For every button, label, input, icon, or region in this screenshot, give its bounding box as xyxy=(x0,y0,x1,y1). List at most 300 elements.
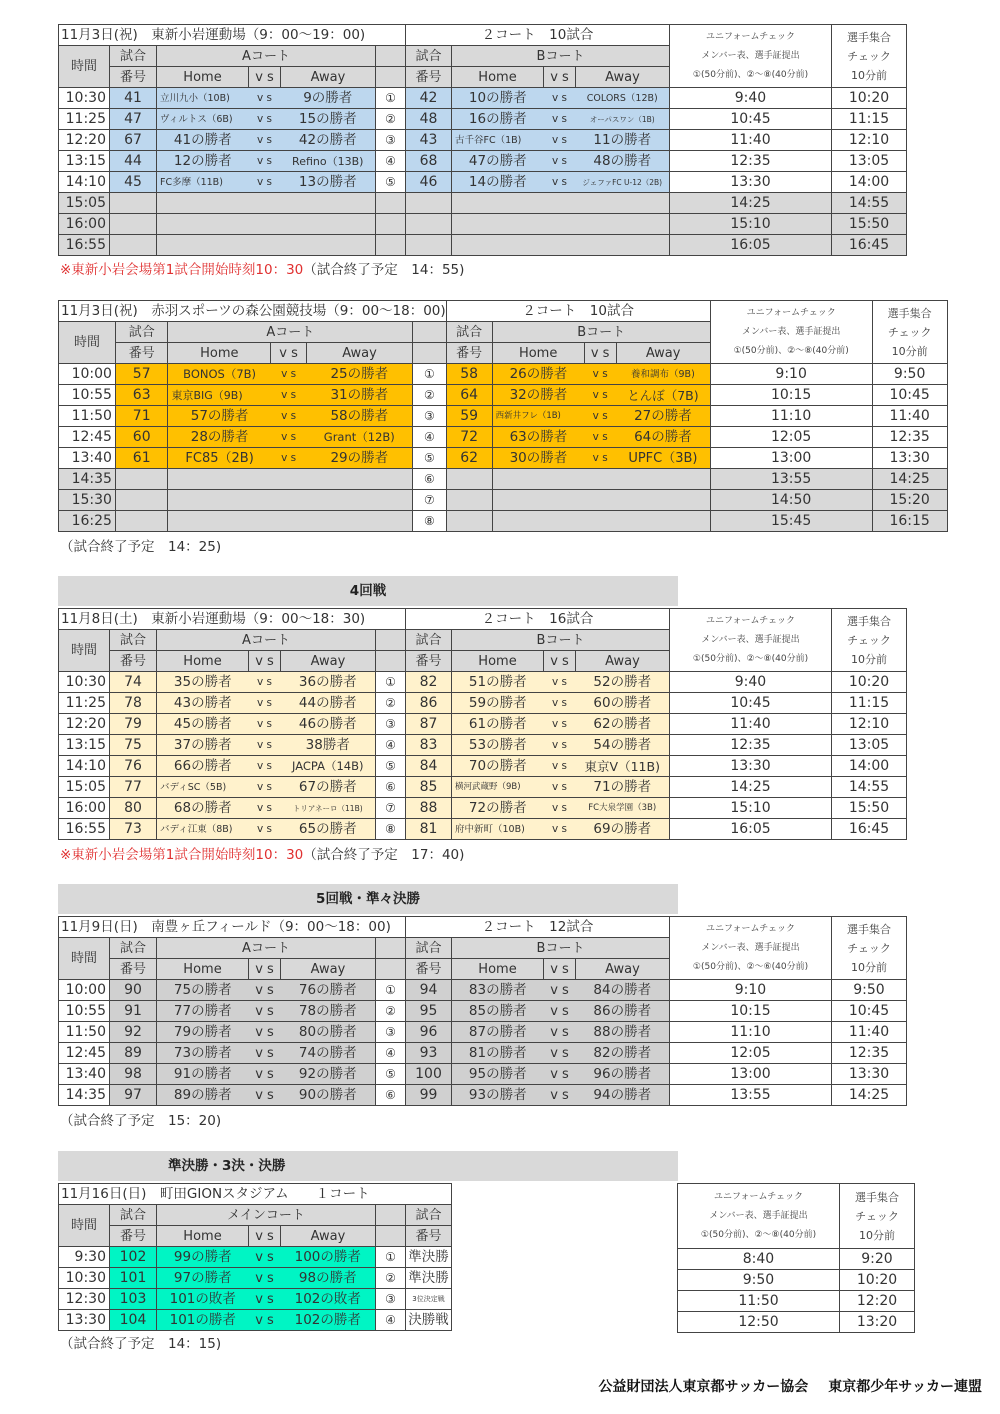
match-stage: 決勝戦 xyxy=(406,1310,452,1331)
home-header: Home xyxy=(452,959,544,980)
match-order: ④ xyxy=(413,427,447,448)
away-header: Away xyxy=(281,67,376,88)
vs-label: v s xyxy=(249,693,281,714)
table-row xyxy=(59,756,907,777)
uniform-time: 14:50 xyxy=(710,490,872,511)
home-team: 横河武蔵野（9B) xyxy=(452,777,544,798)
table-row xyxy=(59,1247,452,1268)
venue-title: 11月3日(祝) 東新小岩運動場（9：00〜19：00) xyxy=(59,25,406,46)
time-cell: 12:20 xyxy=(59,130,110,151)
empty-cell xyxy=(492,490,710,511)
match-no: 42 xyxy=(406,88,452,109)
home-team: 99の勝者 xyxy=(157,1247,249,1268)
table-row xyxy=(678,1270,915,1291)
vs-label: v s xyxy=(249,672,281,693)
home-team: 35の勝者 xyxy=(157,672,249,693)
time-cell: 13:15 xyxy=(59,735,110,756)
court-a-header: Aコート xyxy=(157,46,376,67)
time-cell: 9:30 xyxy=(59,1247,110,1268)
match-no-header: 番号 xyxy=(406,67,452,88)
away-team: 92の勝者 xyxy=(281,1064,376,1085)
blank-header xyxy=(413,343,447,364)
home-team: 101の敗者 xyxy=(157,1289,249,1310)
table-row xyxy=(59,88,907,109)
away-team: 74の勝者 xyxy=(281,1043,376,1064)
uniform-time: 9:40 xyxy=(670,88,832,109)
match-no: 63 xyxy=(115,385,168,406)
home-team: 81の勝者 xyxy=(452,1043,544,1064)
end-time-note: （試合終了予定 15：20) xyxy=(60,1113,222,1129)
time-cell: 11:50 xyxy=(59,1022,110,1043)
time-header: 時間 xyxy=(59,1205,110,1247)
match-order: ⑧ xyxy=(376,819,406,840)
gather-time: 15:20 xyxy=(872,490,947,511)
table-row xyxy=(59,1310,452,1331)
away-team: 25の勝者 xyxy=(306,364,412,385)
match-no: 86 xyxy=(406,693,452,714)
match-order: ② xyxy=(376,1268,406,1289)
uniform-time: 12:05 xyxy=(710,427,872,448)
vs-label: v s xyxy=(544,1022,576,1043)
end-time-note: （試合終了予定 14：25) xyxy=(60,539,222,555)
gather-time: 10:45 xyxy=(832,1001,907,1022)
home-team: 41の勝者 xyxy=(157,130,249,151)
gather-time: 11:15 xyxy=(832,693,907,714)
gather-time: 12:10 xyxy=(832,130,907,151)
time-cell: 13:40 xyxy=(59,1064,110,1085)
time-header: 時間 xyxy=(59,630,110,672)
home-header: Home xyxy=(492,343,584,364)
venue-title: 11月9日(日) 南豊ヶ丘フィールド（9：00〜18：00) xyxy=(59,917,406,938)
match-order: ② xyxy=(376,1001,406,1022)
away-team: 58の勝者 xyxy=(306,406,412,427)
table-row xyxy=(59,427,948,448)
blank-header xyxy=(376,938,406,959)
uniform-time: 11:40 xyxy=(670,714,832,735)
match-order: ① xyxy=(376,980,406,1001)
match-no: 104 xyxy=(110,1310,157,1331)
time-header: 時間 xyxy=(59,322,116,364)
gather-time: 13:30 xyxy=(832,1064,907,1085)
vs-label: v s xyxy=(544,1085,576,1106)
away-team: 52の勝者 xyxy=(576,672,670,693)
court-b-header: Bコート xyxy=(492,322,710,343)
empty-cell xyxy=(492,511,710,532)
match-order: ⑤ xyxy=(413,448,447,469)
time-cell: 10:55 xyxy=(59,1001,110,1022)
table-row xyxy=(59,193,907,214)
court-count: ２コート 10試合 xyxy=(446,301,710,322)
home-team: バディ江東（8B) xyxy=(157,819,249,840)
time-cell: 14:35 xyxy=(59,1085,110,1106)
empty-cell xyxy=(110,235,157,256)
schedule-note xyxy=(60,1109,221,1129)
match-order: ① xyxy=(376,88,406,109)
match-no: 41 xyxy=(110,88,157,109)
gather-time: 14:25 xyxy=(832,1085,907,1106)
court-a-header: Aコート xyxy=(157,938,376,959)
table-row xyxy=(59,1064,907,1085)
match-order: ④ xyxy=(376,1043,406,1064)
home-team: 45の勝者 xyxy=(157,714,249,735)
match-stage: 3位決定戦 xyxy=(406,1289,452,1310)
match-no: 99 xyxy=(406,1085,452,1106)
schedule-note xyxy=(60,258,464,278)
away-team: オーパスワン（1B) xyxy=(576,109,670,130)
home-team: 30の勝者 xyxy=(492,448,584,469)
uniform-time: 10:45 xyxy=(670,109,832,130)
match-no-header: 番号 xyxy=(115,343,168,364)
match-no: 59 xyxy=(446,406,492,427)
home-team: 66の勝者 xyxy=(157,756,249,777)
away-team: 64の勝者 xyxy=(616,427,710,448)
match-no: 93 xyxy=(406,1043,452,1064)
table-row xyxy=(59,1001,907,1022)
uniform-time: 13:55 xyxy=(710,469,872,490)
uniform-time: 12:05 xyxy=(670,1043,832,1064)
gather-check-header: 選手集合 チェック 10分前 xyxy=(832,25,907,88)
match-order: ② xyxy=(376,693,406,714)
table-row xyxy=(59,490,948,511)
away-header: Away xyxy=(576,67,670,88)
match-order: ⑧ xyxy=(413,511,447,532)
match-no-header: 番号 xyxy=(110,959,157,980)
time-cell: 15:05 xyxy=(59,777,110,798)
away-team: 9の勝者 xyxy=(281,88,376,109)
home-team: 95の勝者 xyxy=(452,1064,544,1085)
match-no: 92 xyxy=(110,1022,157,1043)
match-no-header: 試合 xyxy=(110,630,157,651)
vs-label: v s xyxy=(249,1310,281,1331)
match-no: 74 xyxy=(110,672,157,693)
match-no-header: 番号 xyxy=(406,959,452,980)
away-team: 90の勝者 xyxy=(281,1085,376,1106)
home-team: 16の勝者 xyxy=(452,109,544,130)
gather-time: 10:20 xyxy=(840,1270,915,1291)
empty-cell xyxy=(446,490,492,511)
gather-time: 11:40 xyxy=(832,1022,907,1043)
uniform-time: 15:10 xyxy=(670,214,832,235)
match-order: ① xyxy=(376,672,406,693)
uniform-time: 14:25 xyxy=(670,193,832,214)
home-team: 87の勝者 xyxy=(452,1022,544,1043)
gather-check-header: 選手集合 チェック 10分前 xyxy=(872,301,947,364)
gather-time: 12:35 xyxy=(832,1043,907,1064)
vs-label: v s xyxy=(249,1064,281,1085)
vs-header: v s xyxy=(249,651,281,672)
gather-time: 14:25 xyxy=(872,469,947,490)
empty-cell xyxy=(157,214,376,235)
home-team: 43の勝者 xyxy=(157,693,249,714)
time-cell: 12:45 xyxy=(59,1043,110,1064)
away-team: JACPA（14B) xyxy=(281,756,376,777)
vs-label: v s xyxy=(271,364,307,385)
vs-label: v s xyxy=(249,172,281,193)
gather-time: 16:45 xyxy=(832,819,907,840)
blank-header xyxy=(376,1205,406,1226)
empty-cell xyxy=(115,511,168,532)
empty-cell xyxy=(452,193,670,214)
away-team: 98の勝者 xyxy=(281,1268,376,1289)
away-team: 60の勝者 xyxy=(576,693,670,714)
match-no: 61 xyxy=(115,448,168,469)
court-a-header: Aコート xyxy=(157,630,376,651)
uniform-time: 13:30 xyxy=(670,756,832,777)
empty-cell xyxy=(376,193,406,214)
vs-label: v s xyxy=(584,364,616,385)
match-no: 98 xyxy=(110,1064,157,1085)
vs-label: v s xyxy=(544,1001,576,1022)
court-count: ２コート 12試合 xyxy=(406,917,670,938)
match-order: ② xyxy=(413,385,447,406)
table-row xyxy=(59,406,948,427)
uniform-time: 11:10 xyxy=(670,1022,832,1043)
uniform-check-header: ユニフォームチェック メンバー表、選手証提出 ①(50分前)、②〜⑧(40分前) xyxy=(670,609,832,672)
match-no: 73 xyxy=(110,819,157,840)
away-team: 102の敗者 xyxy=(281,1289,376,1310)
vs-label: v s xyxy=(249,1085,281,1106)
home-team: 61の勝者 xyxy=(452,714,544,735)
match-order: ⑦ xyxy=(413,490,447,511)
table-row xyxy=(59,714,907,735)
gather-time: 15:50 xyxy=(832,798,907,819)
vs-label: v s xyxy=(544,980,576,1001)
vs-label: v s xyxy=(544,672,576,693)
away-team: 38勝者 xyxy=(281,735,376,756)
match-order: ① xyxy=(413,364,447,385)
home-team: ヴィルトス（6B) xyxy=(157,109,249,130)
uniform-time: 12:50 xyxy=(678,1312,840,1333)
match-no: 81 xyxy=(406,819,452,840)
home-team: 72の勝者 xyxy=(452,798,544,819)
org-tokyo-youth-league: 東京都少年サッカー連盟 xyxy=(828,1379,982,1395)
uniform-time: 9:40 xyxy=(670,672,832,693)
away-team: Grant（12B) xyxy=(306,427,412,448)
table-row xyxy=(59,798,907,819)
away-team: 65の勝者 xyxy=(281,819,376,840)
court-count: ２コート 10試合 xyxy=(406,25,670,46)
vs-label: v s xyxy=(249,1268,281,1289)
home-header: Home xyxy=(157,67,249,88)
uniform-time: 9:50 xyxy=(678,1270,840,1291)
match-no: 48 xyxy=(406,109,452,130)
empty-cell xyxy=(115,469,168,490)
vs-label: v s xyxy=(249,819,281,840)
empty-cell xyxy=(492,469,710,490)
gather-check-header: 選手集合 チェック 10分前 xyxy=(840,1184,915,1249)
vs-header: v s xyxy=(544,67,576,88)
match-no: 71 xyxy=(115,406,168,427)
gather-time: 15:50 xyxy=(832,214,907,235)
gather-time: 9:50 xyxy=(832,980,907,1001)
match-no: 45 xyxy=(110,172,157,193)
table-row xyxy=(59,980,907,1001)
vs-label: v s xyxy=(271,385,307,406)
match-no: 82 xyxy=(406,672,452,693)
vs-label: v s xyxy=(544,109,576,130)
uniform-time: 13:55 xyxy=(670,1085,832,1106)
uniform-time: 10:45 xyxy=(670,693,832,714)
match-no: 44 xyxy=(110,151,157,172)
vs-header: v s xyxy=(271,343,307,364)
blank-header xyxy=(376,1226,406,1247)
match-no: 80 xyxy=(110,798,157,819)
empty-cell xyxy=(157,235,376,256)
match-no-header: 番号 xyxy=(446,343,492,364)
vs-header: v s xyxy=(544,959,576,980)
blank-header xyxy=(376,67,406,88)
empty-cell xyxy=(110,193,157,214)
home-team: 59の勝者 xyxy=(452,693,544,714)
end-time-note: （試合終了予定 17：40) xyxy=(303,847,465,863)
time-cell: 12:30 xyxy=(59,1289,110,1310)
time-cell: 11:50 xyxy=(59,406,116,427)
match-no: 94 xyxy=(406,980,452,1001)
away-team: 102の勝者 xyxy=(281,1310,376,1331)
vs-label: v s xyxy=(544,777,576,798)
empty-cell xyxy=(446,469,492,490)
vs-label: v s xyxy=(249,1022,281,1043)
away-team: 100の勝者 xyxy=(281,1247,376,1268)
table-row xyxy=(59,1085,907,1106)
table-row xyxy=(678,1312,915,1333)
match-order: ⑥ xyxy=(376,777,406,798)
gather-time: 13:30 xyxy=(872,448,947,469)
away-team: FC大泉学園（3B) xyxy=(576,798,670,819)
away-team: 71の勝者 xyxy=(576,777,670,798)
time-header: 時間 xyxy=(59,938,110,980)
uniform-time: 13:30 xyxy=(670,172,832,193)
uniform-check-header: ユニフォームチェック メンバー表、選手証提出 ①(50分前)、②〜⑧(40分前) xyxy=(678,1184,840,1249)
gather-time: 14:55 xyxy=(832,193,907,214)
venue-title: 11月3日(祝) 赤羽スポーツの森公園競技場（9：00〜18：00) xyxy=(59,301,447,322)
match-order: ⑤ xyxy=(376,172,406,193)
match-no: 57 xyxy=(115,364,168,385)
court-a-header: Aコート xyxy=(168,322,413,343)
empty-cell xyxy=(168,490,413,511)
table-row xyxy=(678,1291,915,1312)
match-no: 102 xyxy=(110,1247,157,1268)
uniform-time: 9:10 xyxy=(670,980,832,1001)
home-header: Home xyxy=(157,959,249,980)
match-no-header: 試合 xyxy=(406,630,452,651)
match-no-header: 番号 xyxy=(110,1226,157,1247)
home-team: 府中新町（10B) xyxy=(452,819,544,840)
home-team: バディSC（5B) xyxy=(157,777,249,798)
home-team: 57の勝者 xyxy=(168,406,271,427)
time-cell: 11:25 xyxy=(59,693,110,714)
time-cell: 10:30 xyxy=(59,1268,110,1289)
end-time-note: （試合終了予定 14：55) xyxy=(303,262,465,278)
gather-time: 14:55 xyxy=(832,777,907,798)
match-no: 88 xyxy=(406,798,452,819)
vs-header: v s xyxy=(544,651,576,672)
uniform-check-header: ユニフォームチェック メンバー表、選手証提出 ①(50分前)、②〜⑧(40分前) xyxy=(670,25,832,88)
gather-time: 12:10 xyxy=(832,714,907,735)
gather-time: 9:20 xyxy=(840,1249,915,1270)
footer-organizations xyxy=(599,1376,982,1396)
match-no: 96 xyxy=(406,1022,452,1043)
vs-label: v s xyxy=(544,1043,576,1064)
time-cell: 15:05 xyxy=(59,193,110,214)
home-team: 51の勝者 xyxy=(452,672,544,693)
uniform-time: 14:25 xyxy=(670,777,832,798)
match-no: 62 xyxy=(446,448,492,469)
table-row xyxy=(59,469,948,490)
uniform-check-header: ユニフォームチェック メンバー表、選手証提出 ①(50分前)、②〜⑥(40分前) xyxy=(670,917,832,980)
match-no: 103 xyxy=(110,1289,157,1310)
vs-label: v s xyxy=(249,980,281,1001)
match-stage: 準決勝 xyxy=(406,1247,452,1268)
uniform-time: 11:50 xyxy=(678,1291,840,1312)
home-team: 立川九小（10B) xyxy=(157,88,249,109)
table-row xyxy=(59,672,907,693)
gather-time: 14:00 xyxy=(832,756,907,777)
blank-header xyxy=(413,322,447,343)
match-no-header: 試合 xyxy=(446,322,492,343)
time-cell: 13:40 xyxy=(59,448,116,469)
away-team: 67の勝者 xyxy=(281,777,376,798)
match-no: 72 xyxy=(446,427,492,448)
table-row xyxy=(59,819,907,840)
schedule-table-nov8-higashishinkoiwa xyxy=(58,608,907,840)
away-team: 31の勝者 xyxy=(306,385,412,406)
gather-time: 11:15 xyxy=(832,109,907,130)
home-team: 70の勝者 xyxy=(452,756,544,777)
empty-cell xyxy=(406,214,452,235)
away-header: Away xyxy=(281,1226,376,1247)
match-no-header: 番号 xyxy=(406,1226,452,1247)
empty-cell xyxy=(452,214,670,235)
away-team: 42の勝者 xyxy=(281,130,376,151)
empty-cell xyxy=(168,469,413,490)
home-team: 93の勝者 xyxy=(452,1085,544,1106)
vs-header: v s xyxy=(249,67,281,88)
away-team: トリアネーロ（11B) xyxy=(281,798,376,819)
start-time-note: ※東新小岩会場第1試合開始時刻10：30 xyxy=(60,262,304,278)
match-order: ⑤ xyxy=(376,756,406,777)
table-row xyxy=(59,1268,452,1289)
time-cell: 14:10 xyxy=(59,172,110,193)
away-team: 46の勝者 xyxy=(281,714,376,735)
empty-cell xyxy=(406,235,452,256)
time-header: 時間 xyxy=(59,46,110,88)
table-row xyxy=(59,235,907,256)
table-row xyxy=(59,1043,907,1064)
match-order: ③ xyxy=(376,714,406,735)
match-no-header: 試合 xyxy=(406,1205,452,1226)
home-team: 77の勝者 xyxy=(157,1001,249,1022)
match-no: 76 xyxy=(110,756,157,777)
empty-cell xyxy=(376,235,406,256)
empty-cell xyxy=(446,511,492,532)
away-header: Away xyxy=(281,651,376,672)
court-b-header: Bコート xyxy=(452,46,670,67)
home-team: 14の勝者 xyxy=(452,172,544,193)
home-team: 28の勝者 xyxy=(168,427,271,448)
uniform-time: 16:05 xyxy=(670,819,832,840)
gather-time: 11:40 xyxy=(872,406,947,427)
empty-cell xyxy=(406,193,452,214)
away-team: UPFC（3B) xyxy=(616,448,710,469)
match-no: 67 xyxy=(110,130,157,151)
vs-label: v s xyxy=(249,1001,281,1022)
gather-time: 12:35 xyxy=(872,427,947,448)
home-team: 西新井フレ（1B) xyxy=(492,406,584,427)
vs-label: v s xyxy=(544,693,576,714)
time-cell: 11:25 xyxy=(59,109,110,130)
home-team: 75の勝者 xyxy=(157,980,249,1001)
